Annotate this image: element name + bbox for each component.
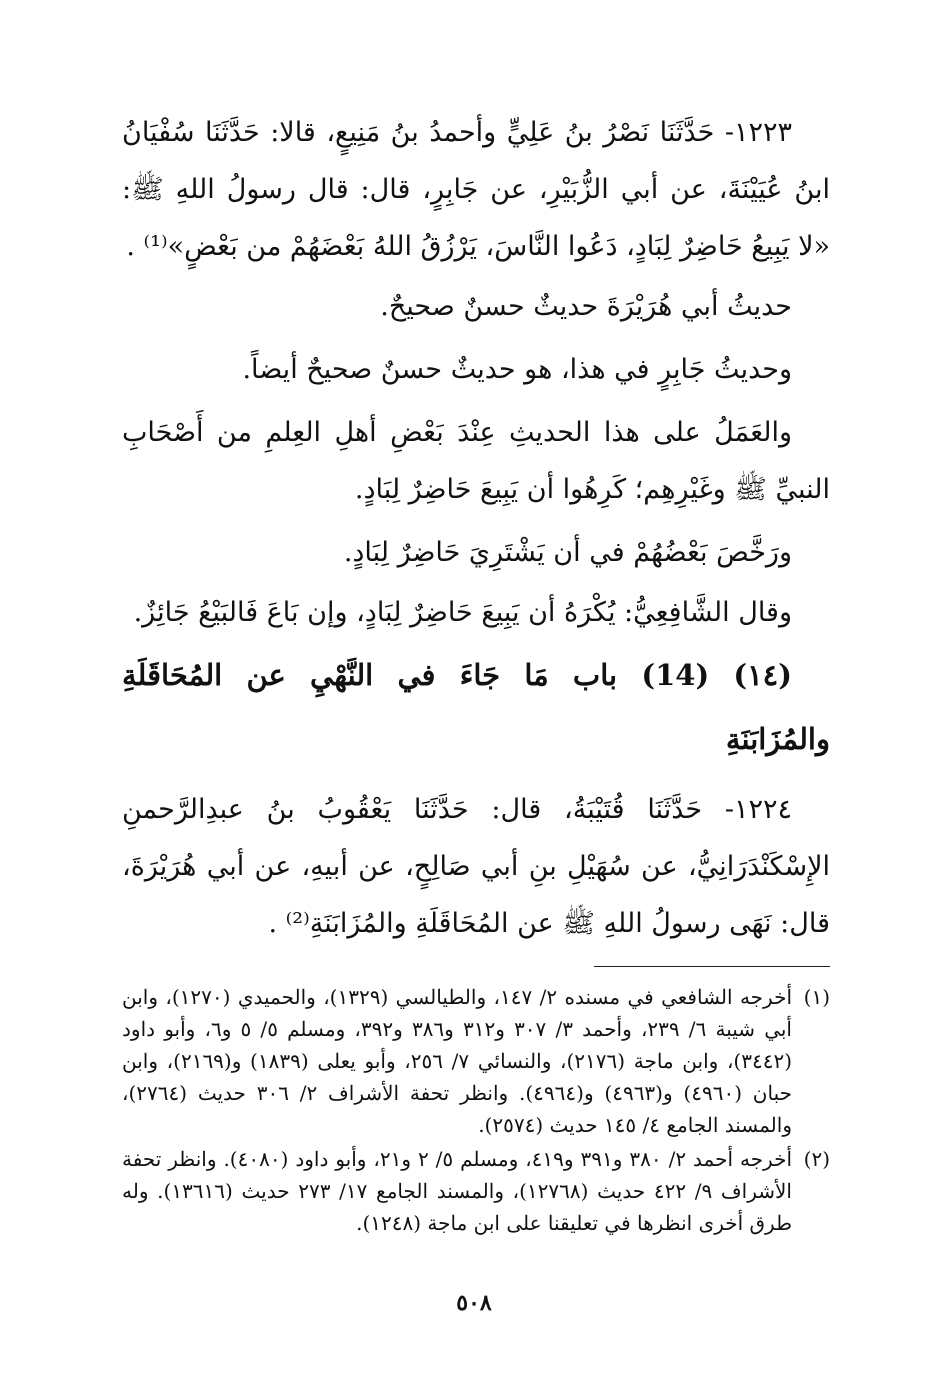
hadith-1224: ١٢٢٤- حَدَّثَنَا قُتَيْبَةُ، قال: حَدَّثَنَا يَعْقُوبُ بنُ عبدِالرَّحمنِ الإِسْكَنْدَرَانِيُّ، عن سُهَيْلِ بنِ أبي صَالِحٍ، عن أبيهِ، عن أبي هُرَيْرَةَ، قال: نَهَى رسولُ اللهِ ﷺ عن المُحَاقَلَةِ والمُزَابَنَةِ⁽²⁾ . [122, 794, 830, 939]
grading-abu-hurayra: حديثُ أبي هُرَيْرَةَ حديثٌ حسنٌ صحيحٌ. [380, 291, 792, 322]
scholars-practice: والعَمَلُ على هذا الحديثِ عِنْدَ بَعْضِ أهلِ العِلمِ من أَصْحَابِ النبيِّ ﷺ وغَيْرِهِم؛ كَرِهُوا أن يَبِيعَ حَاضِرٌ لِبَادٍ. [122, 417, 830, 505]
footnote-number: (٢) [803, 1147, 830, 1171]
chapter-heading: (١٤) (14) باب مَا جَاءَ في النَّهْيِ عن المُحَاقَلَةِ والمُزَابَنَةِ [122, 658, 830, 756]
footnote-text: أخرجه أحمد ٢/ ٣٨٠ و٣٩١ و٤١٩، ومسلم ٥/ ٢ و٢١، وأبو داود (٤٠٨٠). وانظر تحفة الأشراف ٩/ ٤٢٢ حديث (١٢٧٦٨)، والمسند الجامع ١٧/ ٢٧٣ حديث (١٣٦١٦). وله طرق أخرى انظرها في تعليقنا على ابن ماجة (١٢٤٨). [122, 1147, 793, 1235]
hadith-1223: ١٢٢٣- حَدَّثَنَا نَصْرُ بنُ عَلِيٍّ وأحمدُ بنُ مَنِيعٍ، قالا: حَدَّثَنَا سُفْيَانُ ابنُ عُيَيْنَةَ، عن أبي الزُّبَيْرِ، عن جَابِرٍ، قال: قال رسولُ اللهِ ﷺ: «لا يَبِيعُ حَاضِرٌ لِبَادٍ، دَعُوا النَّاسَ، يَرْزُقُ اللهُ بَعْضَهُمْ من بَعْضٍ»⁽¹⁾ . [122, 117, 830, 262]
page-number: ٥٠٨ [456, 1290, 492, 1316]
main-text [122, 104, 830, 1239]
shafii-opinion: وقال الشَّافِعِيُّ: يُكْرَهُ أن يَبِيعَ حَاضِرٌ لِبَادٍ، وإن بَاعَ فَالبَيْعُ جَائِزٌ. [133, 597, 792, 628]
footnote-number: (١) [803, 985, 830, 1009]
footnotes [122, 981, 830, 1239]
footnote-divider [594, 966, 830, 967]
scholars-allowance: ورَخَّصَ بَعْضُهُمْ في أن يَشْتَرِيَ حَاضِرٌ لِبَادٍ. [343, 537, 792, 568]
grading-jabir: وحديثُ جَابِرٍ في هذا، هو حديثٌ حسنٌ صحيحٌ أيضاً. [242, 354, 792, 385]
footnote-2 [122, 1143, 830, 1239]
footnote-text: أخرجه الشافعي في مسنده ٢/ ١٤٧، والطيالسي (١٣٢٩)، والحميدي (١٢٧٠)، وابن أبي شيبة ٦/ ٢٣٩، وأحمد ٣/ ٣٠٧ و٣١٢ و٣٨٦ و٣٩٢، ومسلم ٥/ ٥ و٦، وأبو داود (٣٤٤٢)، وابن ماجة (٢١٧٦)، والنسائي ٧/ ٢٥٦، وأبو يعلى (١٨٣٩) و(٢١٦٩)، وابن حبان (٤٩٦٠) و(٤٩٦٣) و(٤٩٦٤). وانظر تحفة الأشراف ٢/ ٣٠٦ حديث (٢٧٦٤)، والمسند الجامع ٤/ ١٤٥ حديث (٢٥٧٤). [122, 985, 793, 1137]
footnote-1 [122, 981, 830, 1141]
